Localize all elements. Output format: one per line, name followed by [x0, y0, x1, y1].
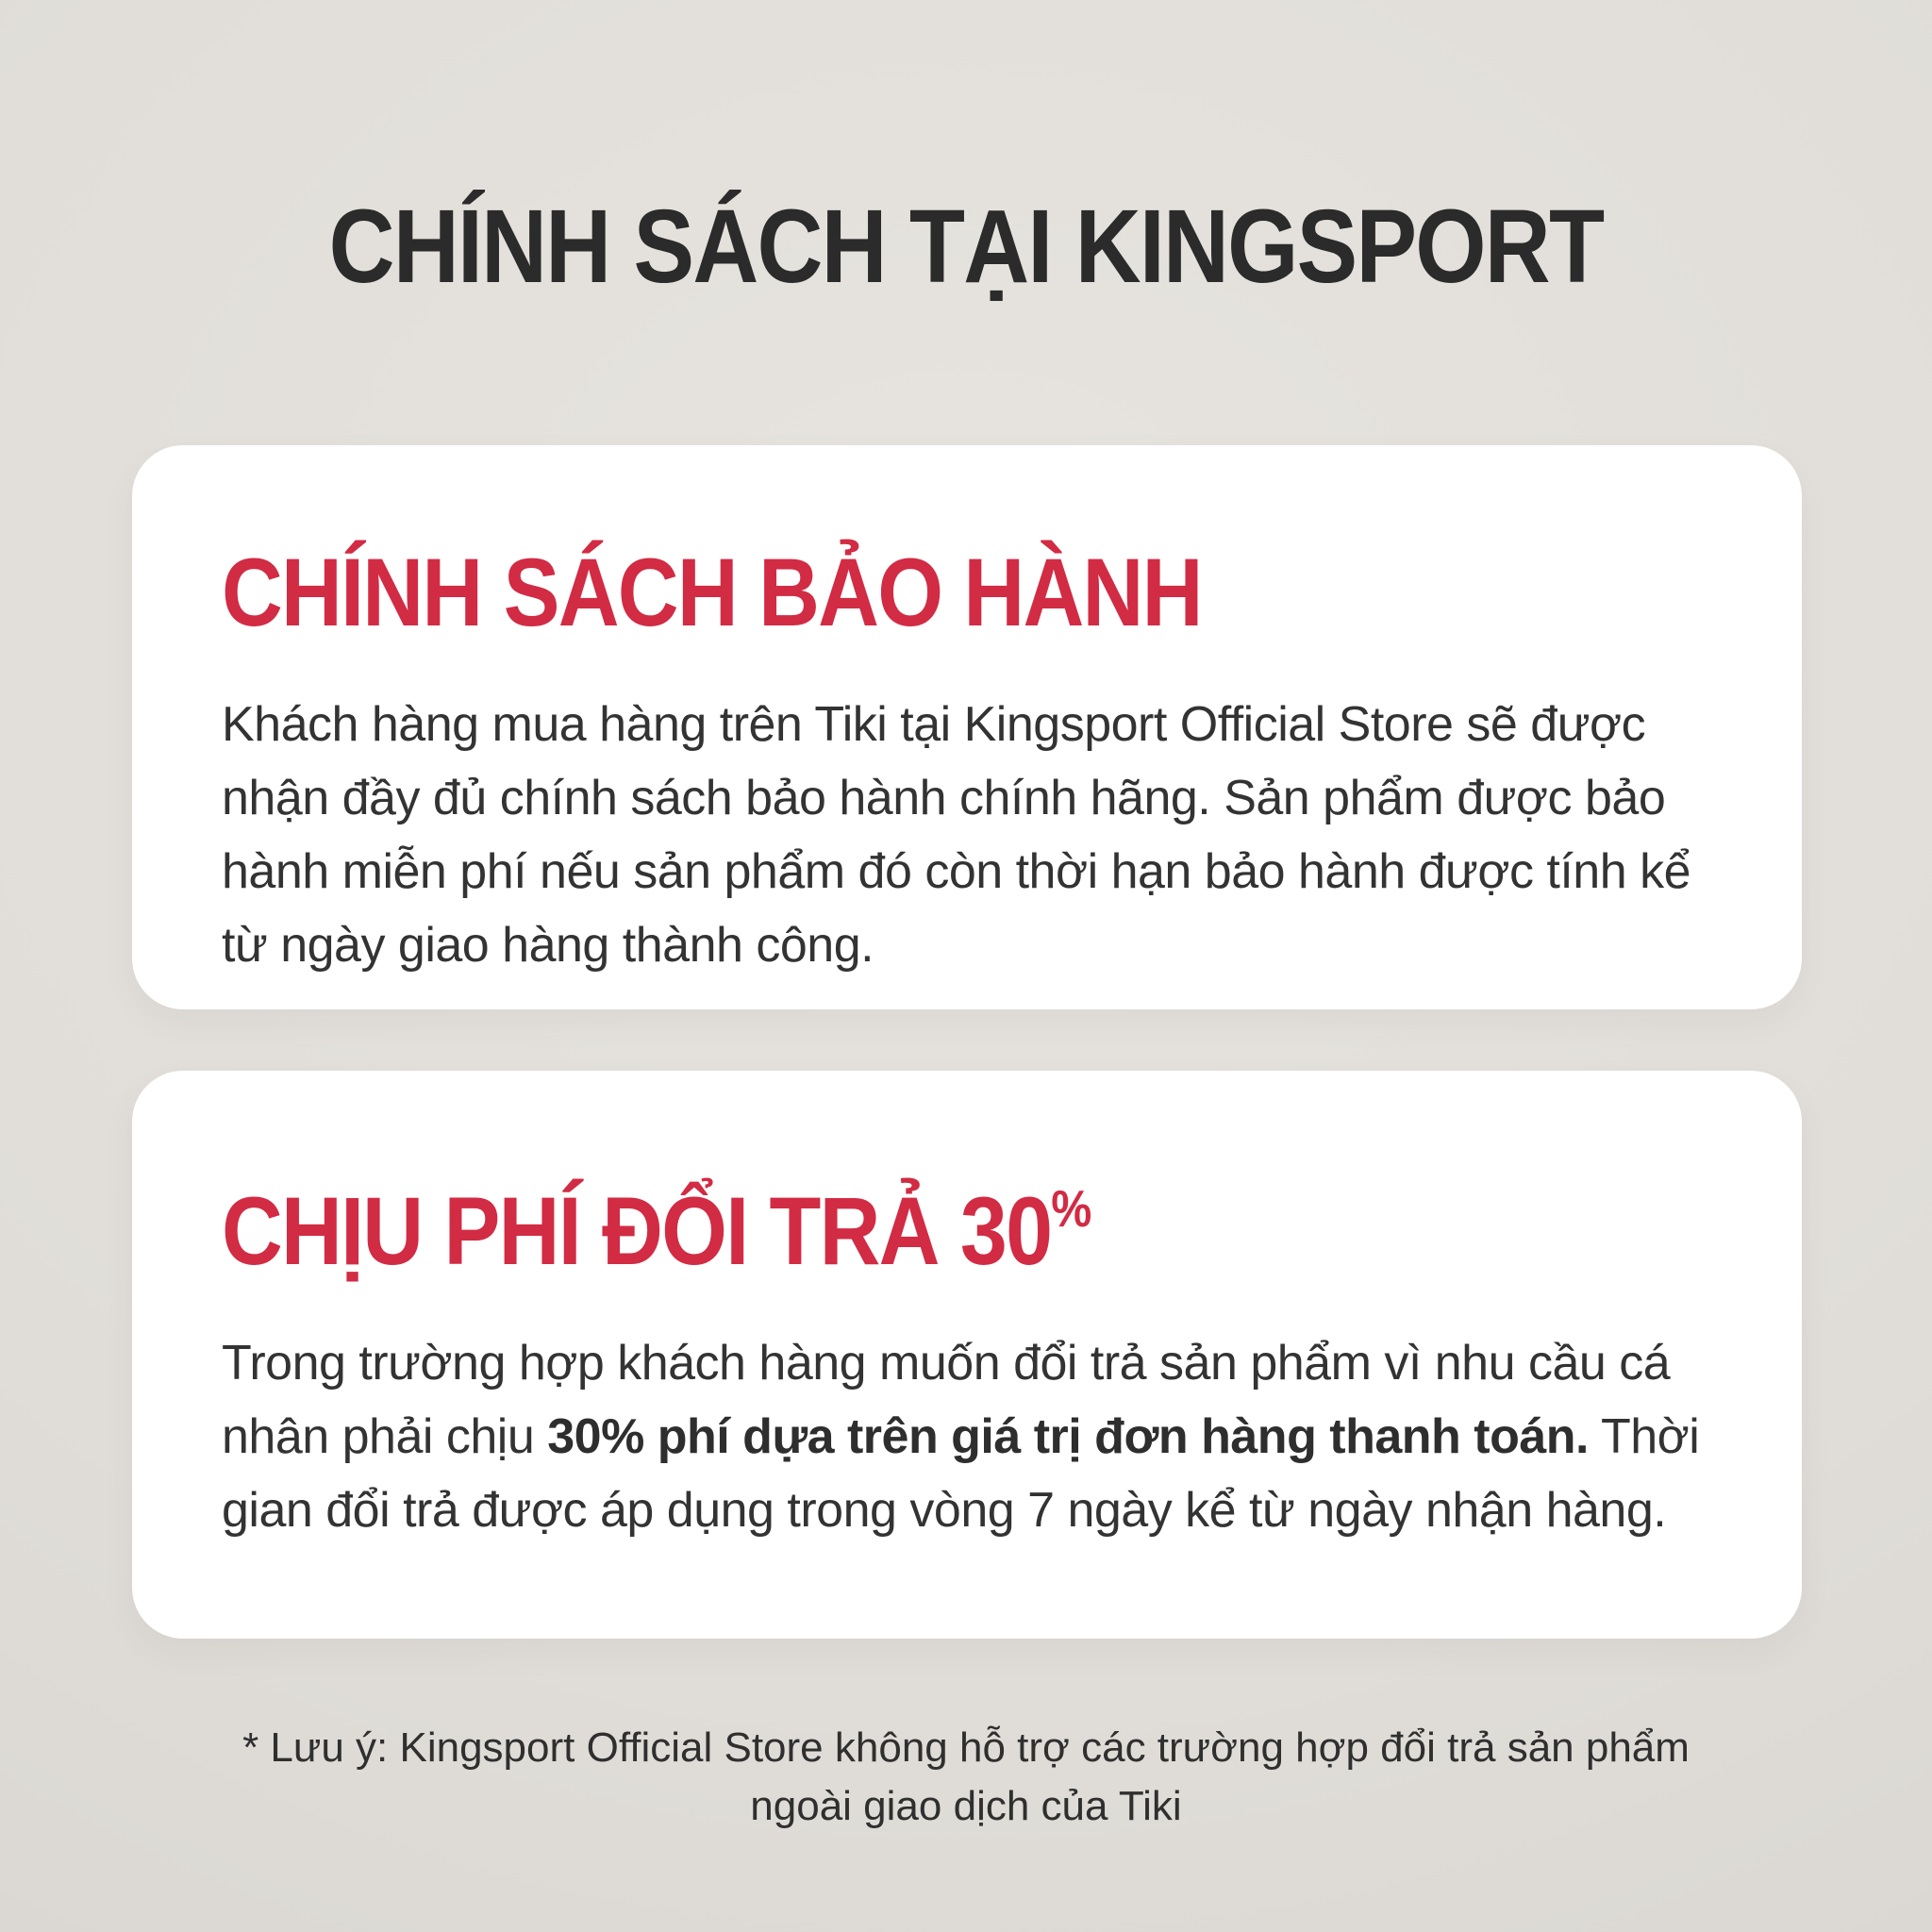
footer-note: [0, 1719, 1932, 1836]
percent-superscript: %: [1051, 1179, 1092, 1238]
return-fee-card: [132, 1071, 1802, 1639]
footer-note-line-1: * Lưu ý: Kingsport Official Store không hỗ trợ các trường hợp đổi trả sản phẩm: [242, 1724, 1690, 1771]
return-fee-heading-text: CHỊU PHÍ ĐỔI TRẢ 30: [222, 1177, 1052, 1285]
footer-note-line-2: ngoài giao dịch của Tiki: [750, 1783, 1182, 1829]
page-title: CHÍNH SÁCH TẠI KINGSPORT: [328, 189, 1604, 305]
return-fee-body-post: Thời gian đổi trả được áp dụng trong vòng 7 ngày kể từ ngày nhận hàng.: [222, 1409, 1700, 1538]
warranty-policy-body: Khách hàng mua hàng trên Tiki tại Kingsport Official Store sẽ được nhận đầy đủ chính sách bảo hành chính hãng. Sản phẩm được bảo hành miễn phí nếu sản phẩm đó còn thời hạn bảo hành được tính kể từ ngày giao hàng thành công.: [222, 697, 1690, 973]
warranty-policy-heading: CHÍNH SÁCH BẢO HÀNH: [222, 539, 1202, 646]
return-fee-body-pre: Trong trường hợp khách hàng muốn đổi trả sản phẩm vì nhu cầu cá nhân phải chịu: [222, 1336, 1671, 1464]
warranty-policy-card: [132, 445, 1802, 1009]
return-fee-body-bold: 30% phí dựa trên giá trị đơn hàng thanh toán.: [547, 1409, 1589, 1464]
return-fee-heading: [222, 1071, 1533, 1287]
return-fee-body: [222, 1287, 1712, 1547]
